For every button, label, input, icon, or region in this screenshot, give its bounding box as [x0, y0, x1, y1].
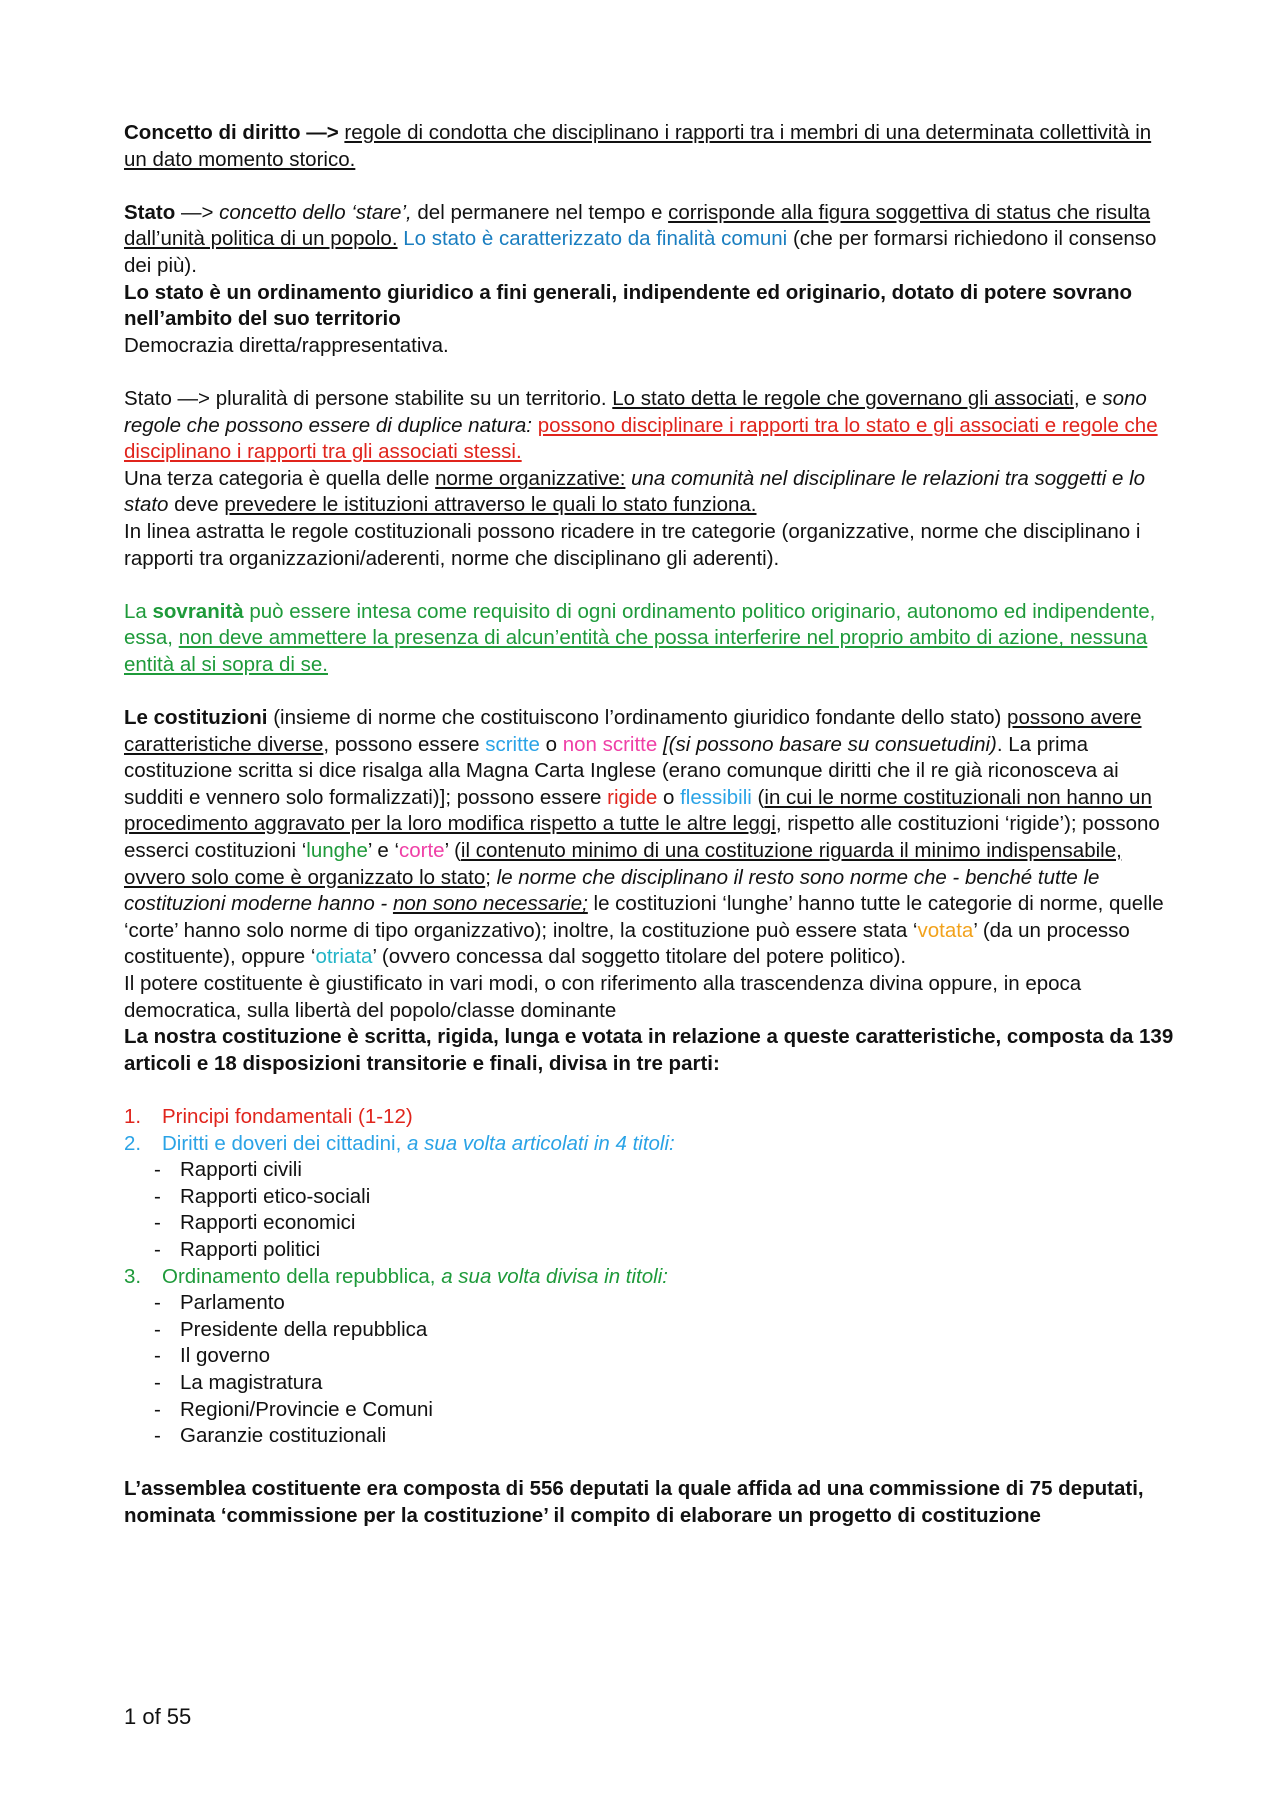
list-item: - Il governo: [152, 1343, 1174, 1370]
paragraph-nostra-costituzione: La nostra costituzione è scritta, rigida, lunga e votata in relazione a queste caratteristiche, composta da 139 articoli e 18 disposizioni transitorie e finali, divisa in tre parti:: [124, 1025, 1174, 1075]
paragraph-stato-persone: Stato —> pluralità di persone stabilite su un territorio. Lo stato detta le regole che governano gli associati, e sono regole che possono essere di duplice natura: possono disciplinare i rapporti tra lo stato e gli associati e regole che disciplinano i rapporti tra gli associati stessi.: [124, 386, 1158, 464]
list-item: - Presidente della repubblica: [152, 1317, 1174, 1344]
document-page: [124, 120, 1174, 1529]
term-stato: Stato: [124, 200, 176, 224]
list-item-part-1: 1. Principi fondamentali (1-12): [124, 1104, 413, 1128]
list-item-part-2: 2. Diritti e doveri dei cittadini, a sua volta articolati in 4 titoli:: [124, 1131, 675, 1155]
paragraph-potere-costituente: Il potere costituente è giustificato in vari modi, o con riferimento alla trascendenza divina oppure, in epoca democratica, sulla libertà del popolo/classe dominante: [124, 972, 1082, 1022]
parts-list: [124, 1104, 1174, 1157]
paragraph-stato: Stato —> concetto dello ‘stare’, del permanere nel tempo e corrisponde alla figura soggettiva di status che risulta dall’unità politica di un popolo. Lo stato è caratterizzato da finalità comuni (che per formarsi richiedono il consenso dei più).: [124, 200, 1157, 277]
democrazia-line: Democrazia diretta/rappresentativa.: [124, 333, 449, 357]
list-item: - Garanzie costituzionali: [152, 1423, 1174, 1450]
paragraph-costituzioni: Le costituzioni (insieme di norme che costituiscono l’ordinamento giuridico fondante dello stato) possono avere caratteristiche diverse, possono essere scritte o non scritte [(si possono basare su consuetudini). La prima costituzione scritta si dice risalga alla Magna Carta Inglese (erano comunque diritti che il re già riconosceva ai sudditi e vennero solo formalizzati)]; possono essere rigide o flessibili (in cui le norme costituzionali non hanno un procedimento aggravato per la loro modifica rispetto a tutte le altre leggi, rispetto alle costituzioni ‘rigide’); possono esserci costituzioni ‘lunghe’ e ‘corte’ (il contenuto minimo di una costituzione riguarda il minimo indispensabile, ovvero solo come è organizzato lo stato; le norme che disciplinano il resto sono norme che - benché tutte le costituzioni moderne hanno - non sono necessarie; le costituzioni ‘lunghe’ hanno tutte le categorie di norme, quelle ‘corte’ hanno solo norme di tipo organizzativo); inoltre, la costituzione può essere stata ‘votata’ (da un processo costituente), oppure ‘otriata’ (ovvero concessa dal soggetto titolare del potere politico).: [124, 706, 1164, 969]
parts-list-cont: [124, 1264, 1174, 1291]
list-item: - Parlamento: [152, 1290, 1174, 1317]
term-diritto: Concetto di diritto: [124, 121, 301, 144]
paragraph-diritto: Concetto di diritto —> regole di condotta che disciplinano i rapporti tra i membri di una determinata collettività in un dato momento storico.: [124, 121, 1152, 171]
paragraph-regole-costituzionali: In linea astratta le regole costituzionali possono ricadere in tre categorie (organizzative, norme che disciplinano i rapporti tra organizzazioni/aderenti, norme che disciplinano gli aderenti).: [124, 519, 1141, 570]
paragraph-sovranita: La sovranità può essere intesa come requisito di ogni ordinamento politico originario, autonomo ed indipendente, essa, non deve ammettere la presenza di alcun’entità che possa interferire nel proprio ambito di azione, nessuna entità al si sopra di se.: [124, 599, 1156, 676]
list-item: - La magistratura: [152, 1370, 1174, 1397]
paragraph-assemblea-costituente: L’assemblea costituente era composta di 556 deputati la quale affida ad una commissione di 75 deputati, nominata ‘commissione per la costituzione’ il compito di elaborare un progetto di costituzione: [124, 1477, 1144, 1527]
sublist-part-2: [124, 1157, 1174, 1263]
list-item: - Rapporti civili: [152, 1157, 1174, 1184]
list-item-part-3: 3. Ordinamento della repubblica, a sua volta divisa in titoli:: [124, 1264, 668, 1288]
list-item: - Regioni/Provincie e Comuni: [152, 1397, 1174, 1424]
paragraph-norme-organizzative: Una terza categoria è quella delle norme organizzative: una comunità nel disciplinare le relazioni tra soggetti e lo stato deve prevedere le istituzioni attraverso le quali lo stato funziona.: [124, 466, 1146, 517]
page-number: 1 of 55: [124, 1704, 192, 1729]
list-item: - Rapporti economici: [152, 1210, 1174, 1237]
stato-definition-bold: Lo stato è un ordinamento giuridico a fini generali, indipendente ed originario, dotato di potere sovrano nell’ambito del suo territorio: [124, 280, 1132, 331]
list-item: - Rapporti politici: [152, 1237, 1174, 1264]
list-item: - Rapporti etico-sociali: [152, 1184, 1174, 1211]
definition-diritto: regole di condotta che disciplinano i rapporti tra i membri di una determinata collettività in un dato momento storico.: [124, 121, 1152, 171]
sublist-part-3: [124, 1290, 1174, 1450]
